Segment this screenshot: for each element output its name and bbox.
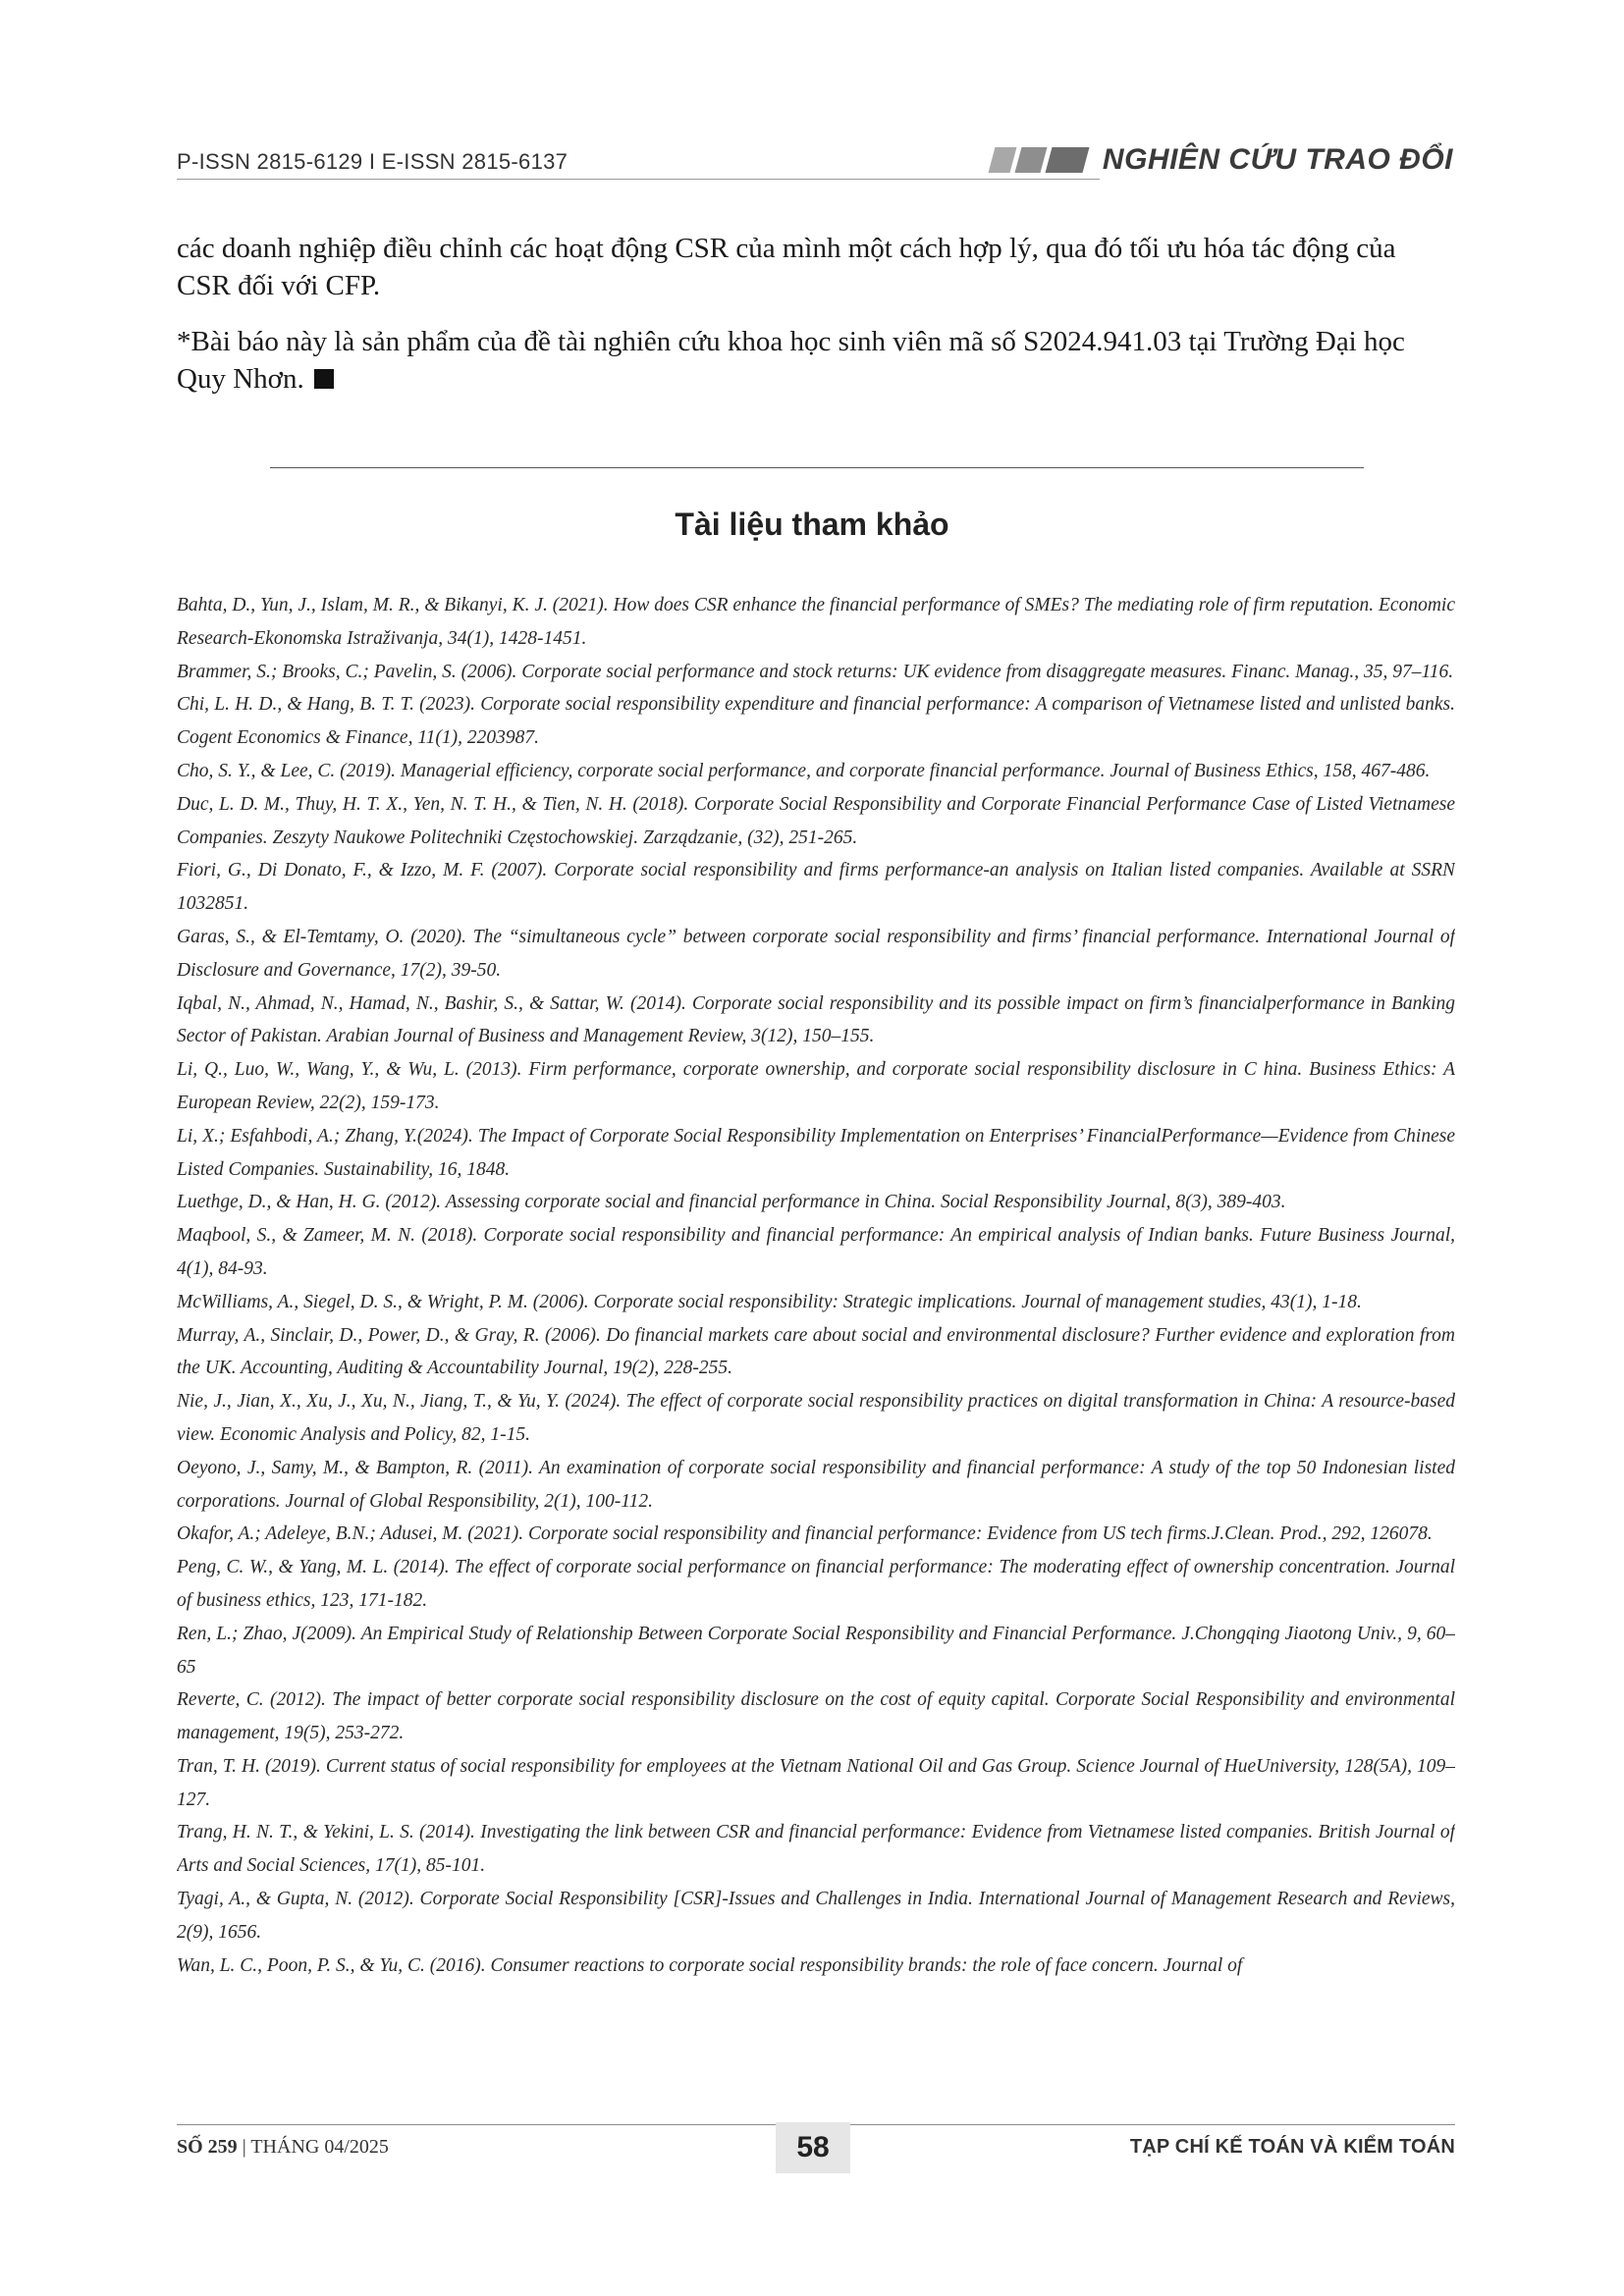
section-bar [988, 147, 1016, 173]
body-paragraph-1: các doanh nghiệp điều chỉnh các hoạt động CSR của mình một cách hợp lý, qua đó tối ưu hóa tác động của CSR đối với CFP. [177, 233, 1396, 301]
section-bar [1014, 147, 1047, 173]
reference-item: Tran, T. H. (2019). Current status of social responsibility for employees at the Vietnam National Oil and Gas Group. Science Journal of HueUniversity, 128(5A), 109–127. [177, 1755, 1455, 1810]
reference-item: Li, X.; Esfahbodi, A.; Zhang, Y.(2024). The Impact of Corporate Social Responsibility Implementation on Enterprises’ FinancialPerformance—Evidence from Chinese Listed Companies. Sustainability, 16, 1848. [177, 1125, 1455, 1180]
reference-item: Li, Q., Luo, W., Wang, Y., & Wu, L. (2013). Firm performance, corporate ownership, and corporate social responsibility disclosure in C hina. Business Ethics: A European Review, 22(2), 159-173. [177, 1059, 1455, 1113]
section-divider [270, 467, 1364, 468]
end-of-article-icon [314, 369, 334, 389]
section-tag [992, 143, 1453, 177]
reference-item: Tyagi, A., & Gupta, N. (2012). Corporate Social Responsibility [CSR]-Issues and Challenges in India. International Journal of Management Research and Reviews, 2(9), 1656. [177, 1889, 1455, 1943]
page-header [177, 143, 1453, 187]
reference-item: Nie, J., Jian, X., Xu, J., Xu, N., Jiang, T., & Yu, Y. (2024). The effect of corporate social responsibility practices on digital transformation in China: A resource-based view. Economic Analysis and Policy, 82, 1-15. [177, 1391, 1455, 1445]
issue-month: THÁNG 04/2025 [250, 2136, 389, 2158]
reference-item: Ren, L.; Zhao, J(2009). An Empirical Study of Relationship Between Corporate Social Responsibility and Financial Performance. J.Chongqing Jiaotong Univ., 9, 60–65 [177, 1623, 1455, 1678]
footer-issue [177, 2136, 389, 2159]
reference-item: Chi, L. H. D., & Hang, B. T. T. (2023). Corporate social responsibility expenditure and financial performance: A comparison of Vietnamese listed and unlisted banks. Cogent Economics & Finance, 11(1), 2203987. [177, 694, 1455, 749]
section-bars-icon [992, 147, 1091, 173]
reference-item: Duc, L. D. M., Thuy, H. T. X., Yen, N. T. H., & Tien, N. H. (2018). Corporate Social Responsibility and Corporate Financial Performance Case of Listed Vietnamese Companies. Zeszyty Naukowe Politechniki Częstochowskiej. Zarządzanie, (32), 251-265. [177, 793, 1455, 848]
reference-item: Oeyono, J., Samy, M., & Bampton, R. (2011). An examination of corporate social responsibility and financial performance: A study of the top 50 Indonesian listed corporations. Journal of Global Responsibility, 2(1), 100-112. [177, 1457, 1455, 1512]
reference-item: Okafor, A.; Adeleye, B.N.; Adusei, M. (2021). Corporate social responsibility and financial performance: Evidence from US tech firms.J.Clean. Prod., 292, 126078. [177, 1523, 1433, 1545]
funding-note: *Bài báo này là sản phẩm của đề tài nghiên cứu khoa học sinh viên mã số S2024.941.03 tại Trường Đại học Quy Nhơn. [177, 326, 1405, 395]
reference-item: McWilliams, A., Siegel, D. S., & Wright, P. M. (2006). Corporate social responsibility: Strategic implications. Journal of management studies, 43(1), 1-18. [177, 1291, 1362, 1312]
reference-item: Cho, S. Y., & Lee, C. (2019). Managerial efficiency, corporate social performance, and corporate financial performance. Journal of Business Ethics, 158, 467-486. [177, 760, 1431, 781]
reference-item: Iqbal, N., Ahmad, N., Hamad, N., Bashir, S., & Sattar, W. (2014). Corporate social responsibility and its possible impact on firm’s financialperformance in Banking Sector of Pakistan. Arabian Journal of Business and Management Review, 3(12), 150–155. [177, 992, 1455, 1047]
footer-separator: | [242, 2136, 246, 2158]
references-list [177, 589, 1455, 2097]
reference-item: Murray, A., Sinclair, D., Power, D., & Gray, R. (2006). Do financial markets care about social and environmental disclosure? Further evidence and exploration from the UK. Accounting, Auditing & Accountability Journal, 19(2), 228-255. [177, 1324, 1455, 1379]
reference-item: Bahta, D., Yun, J., Islam, M. R., & Bikanyi, K. J. (2021). How does CSR enhance the financial performance of SMEs? The mediating role of firm reputation. Economic Research-Ekonomska Istraživanja, 34(1), 1428-1451. [177, 595, 1455, 649]
issue-number: SỐ 259 [177, 2136, 238, 2158]
reference-item: Fiori, G., Di Donato, F., & Izzo, M. F. (2007). Corporate social responsibility and firms performance-an analysis on Italian listed companies. Available at SSRN 1032851. [177, 860, 1455, 915]
reference-item: Reverte, C. (2012). The impact of better corporate social responsibility disclosure on the cost of equity capital. Corporate Social Responsibility and environmental management, 19(5), 253-272. [177, 1689, 1455, 1744]
reference-item: Trang, H. N. T., & Yekini, L. S. (2014). Investigating the link between CSR and financial performance: Evidence from Vietnamese listed companies. British Journal of Arts and Social Sciences, 17(1), 85-101. [177, 1822, 1455, 1877]
reference-item: Luethge, D., & Han, H. G. (2012). Assessing corporate social and financial performance in China. Social Responsibility Journal, 8(3), 389-403. [177, 1192, 1286, 1213]
reference-item: Maqbool, S., & Zameer, M. N. (2018). Corporate social responsibility and financial performance: An empirical analysis of Indian banks. Future Business Journal, 4(1), 84-93. [177, 1225, 1455, 1279]
header-rule [177, 179, 1100, 180]
reference-item: Garas, S., & El-Temtamy, O. (2020). The “simultaneous cycle” between corporate social responsibility and firms’ financial performance. International Journal of Disclosure and Governance, 17(2), 39-50. [177, 926, 1455, 981]
reference-item: Wan, L. C., Poon, P. S., & Yu, C. (2016). Consumer reactions to corporate social responsibility brands: the role of face concern. Journal of [177, 1954, 1243, 1976]
references-heading: Tài liệu tham khảo [675, 507, 949, 542]
reference-item: Peng, C. W., & Yang, M. L. (2014). The effect of corporate social performance on financial performance: The moderating effect of ownership concentration. Journal of business ethics, 123, 171-182. [177, 1557, 1455, 1611]
journal-name: TẠP CHÍ KẾ TOÁN VÀ KIỂM TOÁN [1129, 2136, 1455, 2158]
section-bar [1045, 147, 1089, 173]
page-number: 58 [776, 2122, 850, 2173]
issn-label: P-ISSN 2815-6129 I E-ISSN 2815-6137 [177, 149, 568, 174]
body-paragraph-2 [177, 323, 1455, 398]
reference-item: Brammer, S.; Brooks, C.; Pavelin, S. (2006). Corporate social performance and stock returns: UK evidence from disaggregate measures. Financ. Manag., 35, 97–116. [177, 661, 1454, 682]
section-title: NGHIÊN CỨU TRAO ĐỔI [1102, 143, 1453, 176]
